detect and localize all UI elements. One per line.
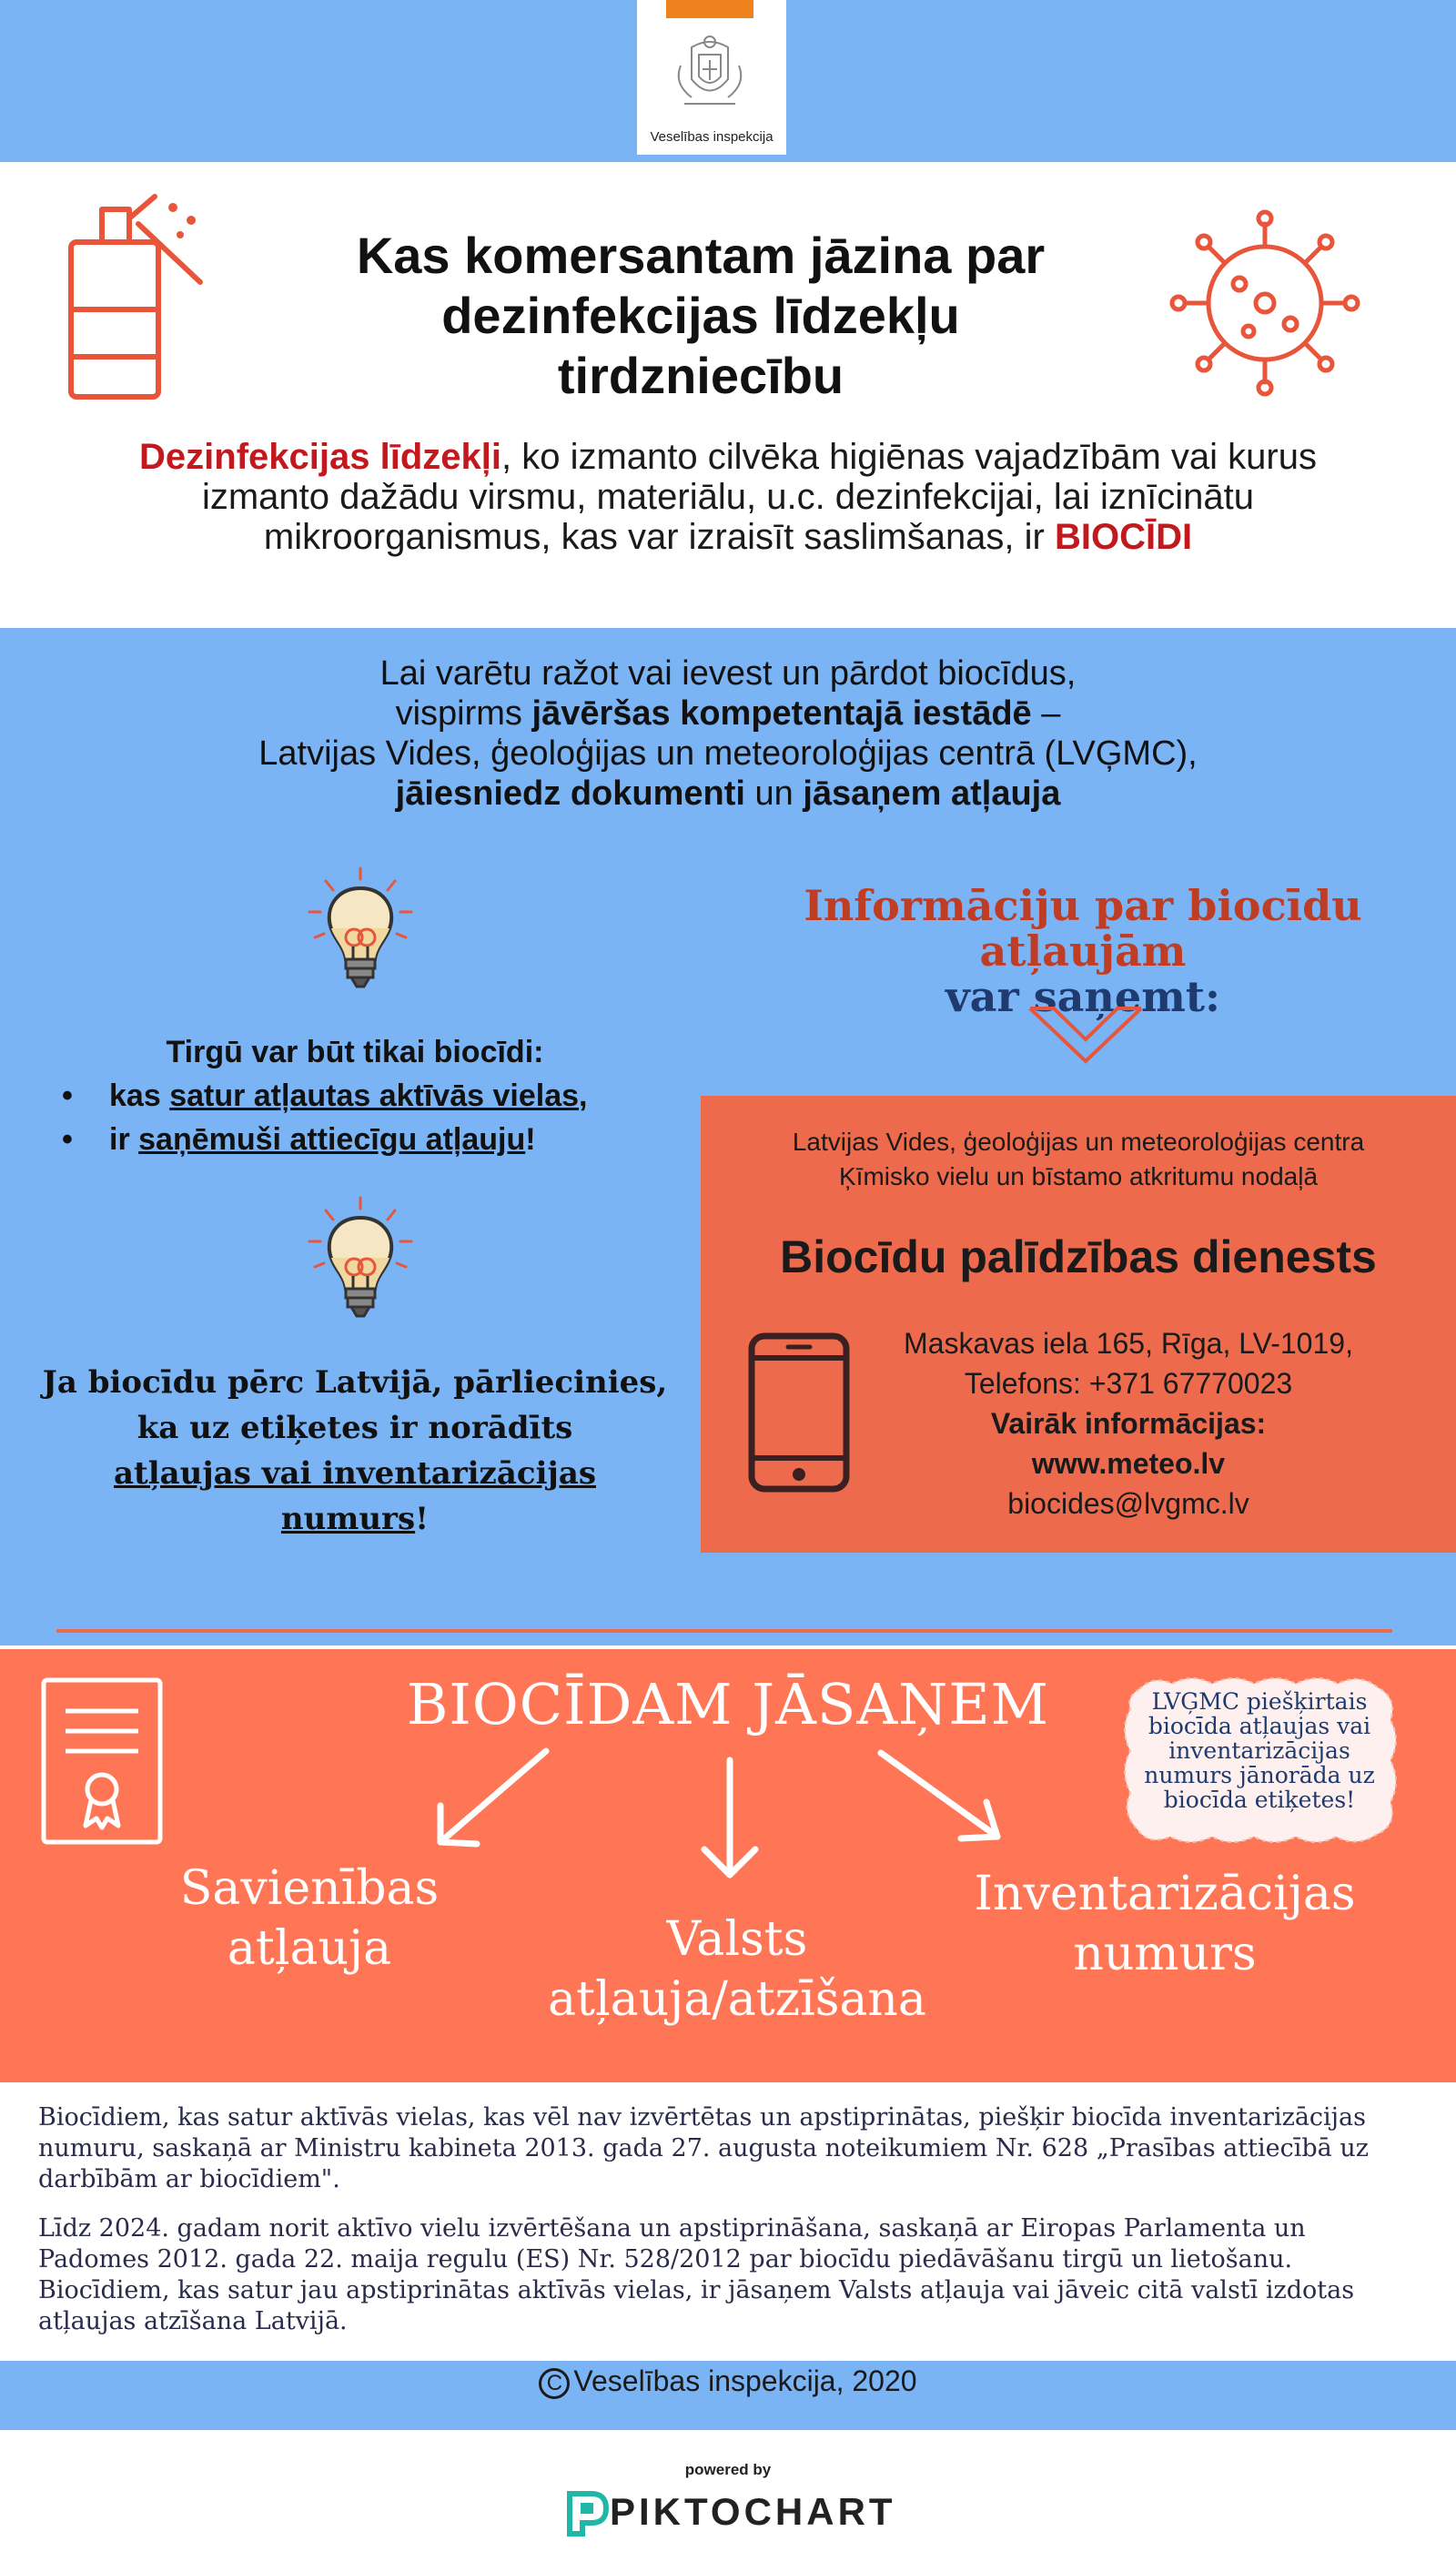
virus-icon (1165, 208, 1365, 399)
page-title (264, 226, 1138, 406)
lead-line-4-b: un (744, 775, 804, 813)
brand-name[interactable]: PIKTOCHART (610, 2490, 896, 2533)
lead-line-2-c: – (1031, 694, 1061, 733)
contact-address: Maskavas iela 165, Rīga, LV-1019, (904, 1327, 1353, 1360)
arrow-icon (440, 1751, 546, 1844)
section-divider (56, 1629, 1392, 1633)
buy-line-2: ka uz etiķetes ir norādīts (136, 1410, 573, 1446)
contact-website-link[interactable]: www.meteo.lv (1031, 1447, 1226, 1480)
title-line-2: dezinfekcijas līdzekļu (441, 287, 960, 344)
target-1-line-2: atļauja (227, 1921, 392, 1976)
target-inventory-number (965, 1864, 1365, 1984)
title-line-3: tirdzniecību (557, 347, 844, 404)
rules-list (36, 1074, 673, 1161)
arrow-icon (881, 1753, 997, 1838)
copyright-icon: C (539, 2368, 570, 2399)
buy-line-1: Ja biocīdu pērc Latvijā, pārliecinies, (42, 1364, 668, 1401)
copyright (0, 2363, 1456, 2399)
logo-accent-bar (666, 0, 753, 18)
copyright-text: Veselības inspekcija, 2020 (573, 2364, 917, 2397)
target-national-permit (510, 1909, 965, 2030)
buy-line-3-a: atļaujas vai inventarizācijas numurs (114, 1455, 596, 1537)
buy-line-3-b: ! (415, 1501, 430, 1537)
center-line-1: Latvijas Vides, ģeoloģijas un meteoroloģijas centra (792, 1128, 1365, 1156)
target-1-line-1: Savienības (179, 1861, 440, 1916)
crest-icon (664, 29, 755, 120)
footnote-2: Līdz 2024. gadam norit aktīvo vielu izvērtēšana un apstiprināšana, saskaņā ar Eiropas Parlamenta un Padomes 2012. gada 22. maija regulu (ES) Nr. 528/2012 par biocīdu piedāvāšanu tirgū un lietošanu. Biocīdiem, kas satur jau apstiprinātas aktīvās vielas, ir jāsaņem Valsts atļauja vai jāveic citā valstī izdotas atļaujas atzīšana Latvijā. (38, 2214, 1355, 2335)
service-name: Biocīdu palīdzības dienests (780, 1231, 1377, 1282)
info-heading (710, 883, 1456, 1019)
rule-1-c: , (579, 1078, 588, 1113)
target-3-line-2: numurs (1073, 1927, 1257, 1981)
arrow-icon (704, 1760, 755, 1875)
title-line-1: Kas komersantam jāzina par (356, 227, 1046, 284)
lead-line-2-a: vispirms (395, 694, 532, 733)
intro-paragraph (109, 437, 1347, 557)
powered-by-label: powered by (684, 2461, 772, 2478)
target-2-line-1: Valsts (666, 1912, 808, 1967)
lead-line-4-a: jāiesniedz dokumenti (395, 775, 745, 813)
footnote-1: Biocīdiem, kas satur aktīvās vielas, kas vēl nav izvērtētas un apstiprinātas, piešķir biocīda inventarizācijas numuru, saskaņā ar Ministru kabineta 2013. gada 27. augusta noteikumiem Nr. 628 „Prasības attiecībā uz darbībām ar biocīdiem". (38, 2103, 1369, 2193)
rules-block (36, 1030, 673, 1161)
target-3-line-1: Inventarizācijas (974, 1867, 1356, 1921)
center-name (701, 1125, 1456, 1194)
lead-line-4-c: jāsaņem atļauja (803, 775, 1061, 813)
arrows (419, 1737, 1019, 1882)
lead-line-3: Latvijas Vides, ģeoloģijas un meteoroloģijas centrā (LVĢMC), (258, 734, 1198, 773)
lightbulb-icon (306, 865, 415, 1001)
buy-line-3 (36, 1451, 673, 1542)
lead-paragraph (109, 653, 1347, 814)
contact-details (846, 1323, 1410, 1524)
rule-1-b: satur atļautas aktīvās vielas (169, 1078, 580, 1113)
rule-1-a: kas (109, 1078, 170, 1113)
info-heading-line-1: Informāciju par biocīdu atļaujām (804, 881, 1362, 976)
target-union-permit (146, 1858, 473, 1979)
info-heading-line-2: var saņemt: (945, 972, 1221, 1021)
rule-2-c: ! (525, 1122, 536, 1157)
list-item (36, 1074, 673, 1118)
intro-highlight-end: BIOCĪDI (1054, 517, 1193, 557)
contact-more-label: Vairāk informācijas: (990, 1407, 1267, 1440)
biocide-heading: BIOCĪDAM JĀSAŅEM (406, 1671, 1050, 1737)
contact-phone[interactable]: Telefons: +371 67770023 (964, 1367, 1293, 1400)
logo-text: Veselības inspekcija (650, 129, 774, 145)
chevron-down-icon (1026, 1003, 1145, 1067)
lightbulb-icon (306, 1194, 415, 1331)
rule-2-a: ir (109, 1122, 139, 1157)
intro-highlight: Dezinfekcijas līdzekļi (139, 437, 501, 477)
certificate-icon (38, 1675, 166, 1848)
center-line-2: Ķīmisko vielu un bīstamo atkritumu nodaļā (838, 1162, 1319, 1190)
lead-line-2-b: jāvēršas kompetentajā iestādē (531, 694, 1032, 733)
list-item (36, 1118, 673, 1161)
rules-title: Tirgū var būt tikai biocīdi: (166, 1035, 544, 1069)
target-2-line-2: atļauja/atzīšana (548, 1972, 926, 2027)
buy-paragraph (36, 1360, 673, 1542)
contact-email-link[interactable]: biocides@lvgmc.lv (1007, 1487, 1249, 1520)
spray-bottle-icon (64, 191, 228, 400)
phone-icon (746, 1331, 852, 1494)
rule-2-b: saņēmuši attiecīgu atļauju (138, 1122, 526, 1157)
note-text: LVĢMC piešķirtais biocīda atļaujas vai inventarizācijas numurs jānorāda uz biocīda etiķetes! (1144, 1688, 1375, 1813)
intro-text: , ko izmanto cilvēka higiēnas vajadzībām vai kurus izmanto dažādu virsmu, materiālu, u.c. dezinfekcijai, lai iznīcinātu mikroorganismus, kas var izraisīt saslimšanas, ir (201, 437, 1317, 557)
lead-line-4 (109, 774, 1347, 814)
lead-line-1: Lai varētu ražot vai ievest un pārdot biocīdus, (379, 654, 1077, 693)
lead-line-2 (109, 694, 1347, 734)
